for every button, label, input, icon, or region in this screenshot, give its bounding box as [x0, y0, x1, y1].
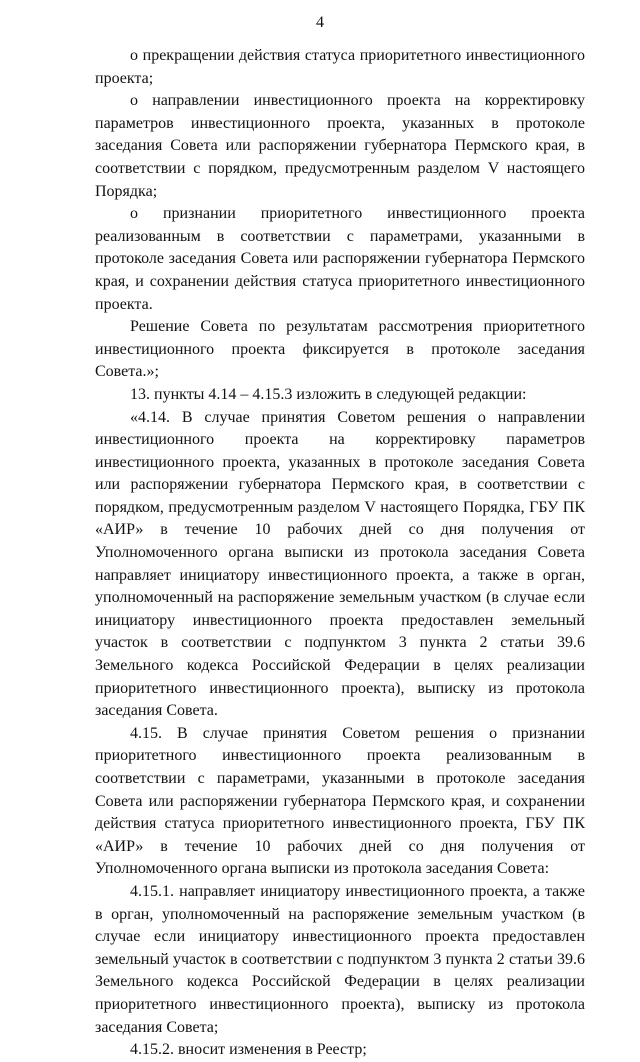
paragraph-4-15-2: 4.15.2. вносит изменения в Реестр; [130, 1041, 367, 1059]
paragraph-termination-status: о прекращении действия статуса приоритетного инвестиционного проекта; [95, 47, 585, 87]
paragraph-correction-referral: о направлении инвестиционного проекта на корректировку параметров инвестиционного проекта, указанных в протоколе заседания Совета или распоряжении губернатора Пермского края, в соответствии с порядком, предусмотренным разделом V настоящего Порядка; [95, 92, 585, 200]
paragraph-4-15-1: 4.15.1. направляет инициатору инвестиционного проекта, а также в орган, уполномоченный на распоряжение земельным участком (в случае если инициатору инвестиционного проекта предоставлен земельный участок в соответствии с подпунктом 3 пункта 2 статьи 39.6 Земельного кодекса Российской Федерации в целях реализации приоритетного инвестиционного проекта), выписку из протокола заседания Совета; [95, 882, 585, 1036]
document-body [95, 45, 585, 1062]
page-number: 4 [316, 14, 324, 31]
paragraph-4-15: 4.15. В случае принятия Советом решения о признании приоритетного инвестиционного проекта реализованным в соответствии с параметрами, указанными в протоколе заседания Совета или распоряжении губернатора Пермского края, и сохранении действия статуса приоритетного инвестиционного проекта, ГБУ ПК «АИР» в течение 10 рабочих дней со дня получения от Уполномоченного органа выписки из протокола заседания Совета: [95, 724, 585, 878]
paragraph-item-13: 13. пункты 4.14 – 4.15.3 изложить в следующей редакции: [130, 385, 527, 403]
paragraph-council-decision: Решение Совета по результатам рассмотрения приоритетного инвестиционного проекта фиксируется в протоколе заседания Совета.»; [95, 318, 585, 381]
paragraph-4-14: «4.14. В случае принятия Советом решения о направлении инвестиционного проекта на корректировку параметров инвестиционного проекта, указанных в протоколе заседания Совета или распоряжении губернатора Пермского края, в соответствии с порядком, предусмотренным разделом V настоящего Порядка, ГБУ ПК «АИР» в течение 10 рабочих дней со дня получения от Уполномоченного органа выписки из протокола заседания Совета направляет инициатору инвестиционного проекта, а также в орган, уполномоченный на распоряжение земельным участком (в случае если инициатору инвестиционного проекта предоставлен земельный участок в соответствии с подпунктом 3 пункта 2 статьи 39.6 Земельного кодекса Российской Федерации в целях реализации приоритетного инвестиционного проекта), выписку из протокола заседания Совета. [95, 408, 585, 720]
paragraph-recognition-implemented: о признании приоритетного инвестиционного проекта реализованным в соответствии с параметрами, указанными в протоколе заседания Совета или распоряжении губернатора Пермского края, и сохранении действия статуса приоритетного инвестиционного проекта. [95, 205, 585, 313]
